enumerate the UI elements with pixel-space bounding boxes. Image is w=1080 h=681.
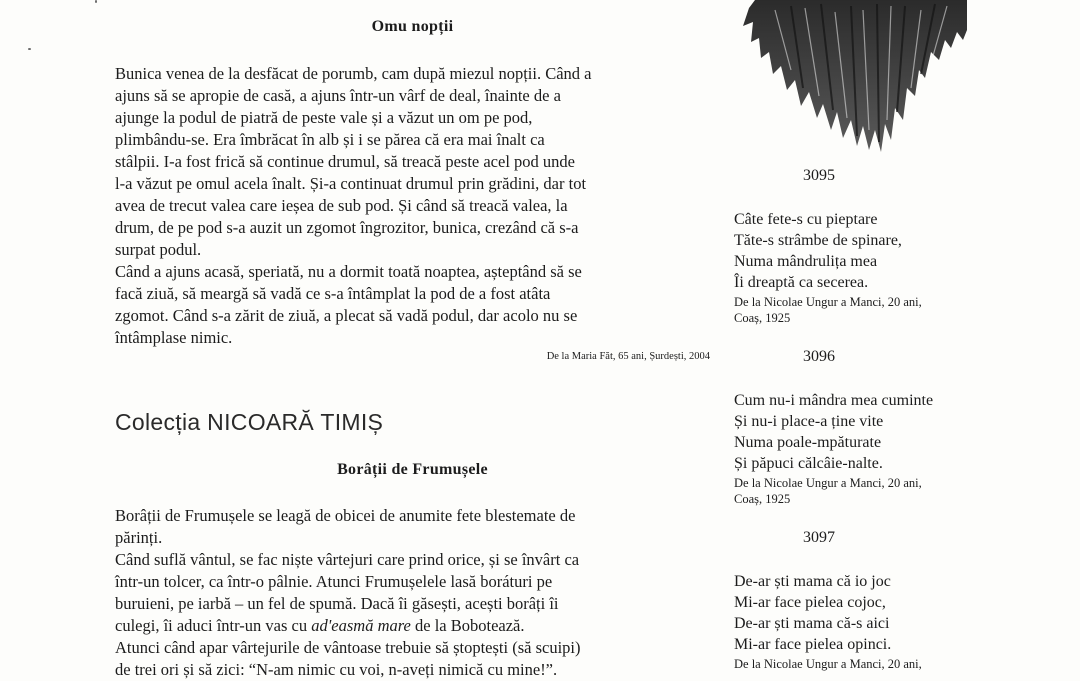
poem-number: 3096 (803, 348, 835, 365)
text-line: ajuns să se apropie de casă, a ajuns într-un vârf de deal, înainte de a (115, 86, 561, 105)
left-column (115, 0, 710, 679)
text-line: surpat podul. (115, 240, 202, 259)
text-line: Când a ajuns acasă, speriată, nu a dormit toată noaptea, așteptând să se (115, 262, 582, 281)
text-line: drum, de pe pod s-a auzit un zgomot îngrozitor, bunica, crezând că s-a (115, 218, 579, 237)
story-paragraph (115, 63, 710, 349)
text-line: buruieni, pe iarbă – un fel de spumă. Dacă îi găsești, acești borâți îi (115, 594, 559, 613)
story-source: De la Maria Făt, 65 ani, Șurdești, 2004 (546, 351, 710, 362)
verse-line: Câte fete-s cu pieptare (734, 211, 878, 228)
text-line: avea de trecut valea care ieșea de sub pod. Și când să treacă valea, la (115, 196, 568, 215)
story-title: Borâții de Frumușele (337, 461, 488, 478)
poem-source (734, 475, 984, 507)
italic-term: ad'easmă mare (311, 616, 411, 635)
text-line: de trei ori și să zici: “N-am nimic cu voi, n-aveți nimică cu mine!”. (115, 660, 558, 679)
text-fragment: de la Bobotează. (410, 616, 525, 635)
poem-number: 3095 (803, 167, 835, 184)
text-line: Bunica venea de la desfăcat de porumb, cam după miezul nopții. Când a (115, 64, 592, 83)
verse-line: Îi dreaptă ca secerea. (734, 274, 869, 291)
text-line: zgomot. Când s-a zărit de ziuă, a plecat să vadă podul, dar acolo nu se (115, 306, 578, 325)
scan-speck (28, 48, 31, 50)
scan-speck (95, 0, 97, 3)
verse-line: Numa poale-mpăturate (734, 434, 882, 451)
verse-line: Și păpuci călcâie-nalte. (734, 455, 883, 472)
poem-verse (734, 571, 891, 655)
text-line (115, 615, 710, 637)
text-line: părinți. (115, 528, 163, 547)
verse-line: De-ar ști mama că io joc (734, 573, 891, 590)
verse-line: Tăte-s strâmbe de spinare, (734, 232, 902, 249)
text-line: l-a văzut pe omul acela înalt. Și-a continuat drumul prin grădini, dar tot (115, 174, 587, 193)
source-line: Coaș, 1925 (734, 492, 791, 506)
poem-verse (734, 390, 933, 474)
poem-source (734, 294, 984, 326)
source-line: De la Nicolae Ungur a Manci, 20 ani, (734, 476, 922, 490)
verse-line: De-ar ști mama că-s aici (734, 615, 890, 632)
verse-line: Și nu-i place-a ține vite (734, 413, 884, 430)
text-line: într-un tolcer, ca într-o pâlnie. Atunci Frumușelele lasă boráturi pe (115, 572, 553, 591)
poem-source (734, 656, 984, 672)
verse-line: Mi-ar face pielea cojoc, (734, 594, 886, 611)
story-paragraph (115, 505, 710, 681)
poem-verse (734, 209, 902, 293)
verse-line: Numa mândrulița mea (734, 253, 878, 270)
source-line: De la Nicolae Ungur a Manci, 20 ani, (734, 657, 922, 671)
verse-line: Cum nu-i mândra mea cuminte (734, 392, 934, 409)
source-line: De la Nicolae Ungur a Manci, 20 ani, (734, 295, 922, 309)
text-line: ajunge la podul de piatră de peste vale și a văzut un om pe pod, (115, 108, 533, 127)
section-heading: Colecția NICOARĂ TIMIȘ (115, 409, 384, 435)
text-line: Când suflă vântul, se fac niște vârtejuri care prind orice, și se învârt ca (115, 550, 580, 569)
text-fragment: culegi, îi aduci într-un vas cu (115, 616, 312, 635)
text-line: plimbându-se. Era îmbrăcat în alb și i se părea că era mai înalt ca (115, 130, 545, 149)
text-line: stâlpii. I-a fost frică să continue drumul, să treacă peste acel pod unde (115, 152, 575, 171)
story-title: Omu nopții (371, 18, 454, 35)
text-line: facă ziuă, să meargă să vadă ce s-a întâmplat la pod de a fost atâta (115, 284, 551, 303)
text-line: întâmplase nimic. (115, 328, 233, 347)
source-line: Coaș, 1925 (734, 311, 791, 325)
right-column (734, 0, 1080, 675)
poem-number: 3097 (803, 529, 835, 546)
text-line: Borâții de Frumușele se leagă de obicei de anumite fete blestemate de (115, 506, 576, 525)
text-line: Atunci când apar vârtejurile de vântoase trebuie să ștoptești (să scuipi) (115, 638, 581, 657)
verse-line: Mi-ar face pielea opinci. (734, 636, 892, 653)
